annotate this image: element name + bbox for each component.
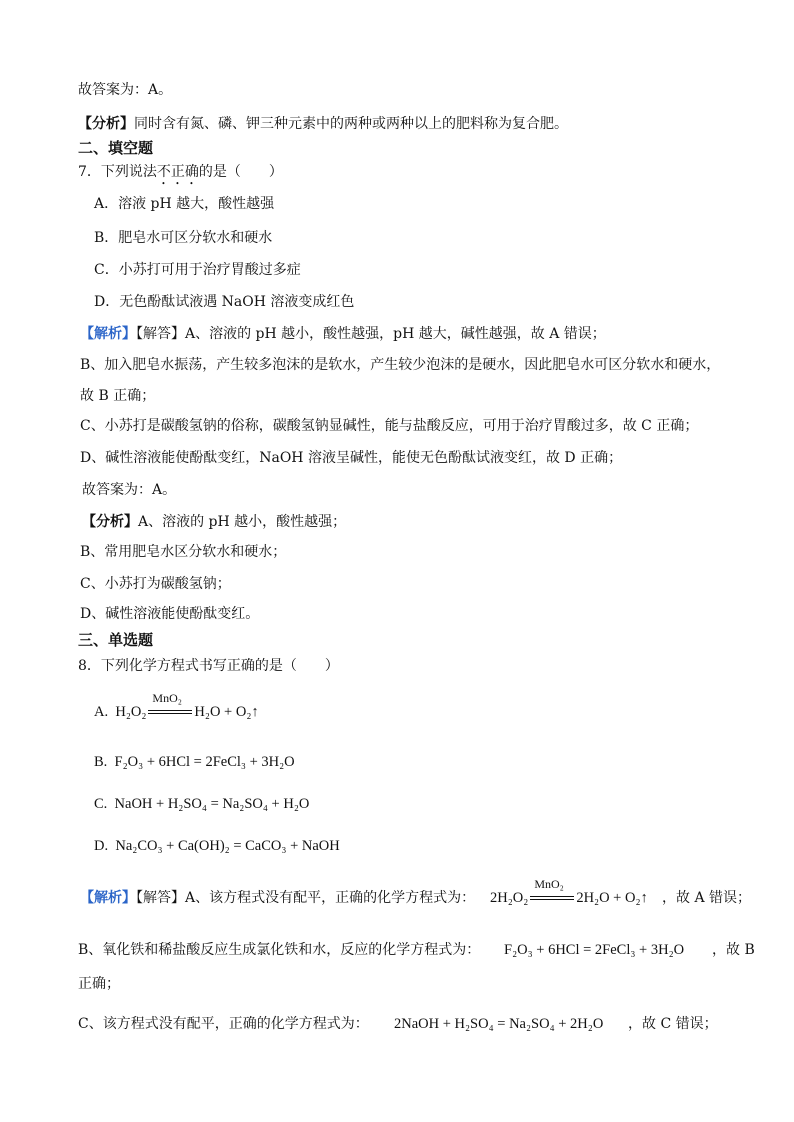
q7-analysis-1-text: A、溶液的 pH 越小，酸性越强； bbox=[138, 514, 347, 530]
q7-option-d: D．无色酚酞试液遇 NaOH 溶液变成红色 bbox=[94, 294, 355, 310]
q8b-label: B. bbox=[94, 754, 108, 770]
q8-option-d bbox=[94, 836, 340, 856]
question-8: 8．下列化学方程式书写正确的是（ ） bbox=[78, 658, 339, 674]
jiexi-tag-2: 【解析】 bbox=[80, 890, 136, 906]
q7-analysis-1 bbox=[82, 512, 346, 532]
q7-solution-1-text: 【解答】A、溶液的 pH 越小，酸性越强，pH 越大，碱性越强，故 A 错误； bbox=[136, 326, 606, 342]
q8-option-b bbox=[94, 752, 295, 772]
catalyst-arrow-2 bbox=[528, 877, 576, 908]
q8a-label: A. bbox=[94, 704, 109, 720]
q7-text-post: 的是（ ） bbox=[198, 164, 283, 180]
q8-sol-reactant: 2H₂O₂ bbox=[490, 890, 529, 906]
q8c-label: C. bbox=[94, 796, 108, 812]
q7-text-pre: 7．下列说法 bbox=[78, 164, 157, 180]
q7-analysis-2: B、常用肥皂水区分软水和硬水； bbox=[80, 544, 287, 560]
q7-analysis-tag: 【分析】 bbox=[82, 514, 138, 530]
q7-analysis-3: C、小苏打为碳酸氢钠； bbox=[80, 576, 231, 592]
q7-analysis-4: D、碱性溶液能使酚酞变红。 bbox=[80, 606, 260, 622]
section-heading-2: 二、填空题 bbox=[78, 139, 154, 157]
q8d-label: D. bbox=[94, 838, 109, 854]
q7-option-a: A．溶液 pH 越大，酸性越强 bbox=[94, 196, 275, 212]
q8a-reactant: H₂O₂ bbox=[115, 704, 147, 720]
question-7 bbox=[78, 162, 283, 188]
section-heading-3: 三、单选题 bbox=[78, 631, 154, 649]
analysis-line bbox=[78, 114, 568, 134]
q7-emphasis: 不正确 bbox=[156, 164, 199, 180]
analysis-text: 同时含有氮、磷、钾三种元素中的两种或两种以上的肥料称为复合肥。 bbox=[134, 116, 568, 132]
q8-solution-2-formula: F₂O₃ + 6HCl = 2FeCl₃ + 3H₂O bbox=[504, 942, 685, 958]
jiexi-tag: 【解析】 bbox=[80, 326, 136, 342]
q8b-equation: F₂O₃ + 6HCl = 2FeCl₃ + 3H₂O bbox=[114, 754, 295, 770]
analysis-tag: 【分析】 bbox=[78, 116, 134, 132]
catalyst-label-2: MnO₂ bbox=[534, 877, 564, 891]
q8-solution-1-formula bbox=[490, 877, 648, 908]
q7-solution-5: D、碱性溶液能使酚酞变红，NaOH 溶液呈碱性，能使无色酚酞试液变红，故 D 正确； bbox=[80, 450, 623, 466]
q8-solution-1-end: ，故 A 错误； bbox=[662, 890, 752, 906]
q8c-equation: NaOH + H₂SO₄ = Na₂SO₄ + H₂O bbox=[114, 796, 310, 812]
q8-solution-3: 正确； bbox=[78, 976, 120, 992]
q7-solution-6: 故答案为：A。 bbox=[82, 482, 177, 498]
answer-line: 故答案为：A。 bbox=[78, 82, 173, 98]
q8-solution-4: C、该方程式没有配平，正确的化学方程式为： bbox=[78, 1016, 369, 1032]
q8a-products: H₂O + O₂↑ bbox=[194, 704, 259, 720]
q7-solution-3: 故 B 正确； bbox=[80, 388, 156, 404]
q7-solution-1 bbox=[80, 324, 606, 344]
q8d-equation: Na₂CO₃ + Ca(OH)₂ = CaCO₃ + NaOH bbox=[115, 838, 340, 854]
q8-solution-1-text: 【解答】A、该方程式没有配平，正确的化学方程式为： bbox=[136, 890, 476, 906]
q8-option-a bbox=[94, 691, 259, 722]
q8-solution-2: B、氧化铁和稀盐酸反应生成氯化铁和水，反应的化学方程式为： bbox=[78, 942, 481, 958]
q8-sol-products: 2H₂O + O₂↑ bbox=[576, 890, 648, 906]
q8-solution-4-formula: 2NaOH + H₂SO₄ = Na₂SO₄ + 2H₂O bbox=[394, 1016, 604, 1032]
q8-solution-4-end: ，故 C 错误； bbox=[628, 1016, 718, 1032]
q7-option-b: B．肥皂水可区分软水和硬水 bbox=[94, 230, 273, 246]
q7-option-c: C．小苏打可用于治疗胃酸过多症 bbox=[94, 262, 301, 278]
catalyst-label: MnO₂ bbox=[152, 691, 182, 705]
q8-solution-2-end: ，故 B bbox=[712, 942, 755, 958]
q8-option-c bbox=[94, 794, 309, 814]
q8-solution-1 bbox=[80, 888, 475, 908]
catalyst-arrow bbox=[146, 691, 194, 722]
q7-solution-2: B、加入肥皂水振荡，产生较多泡沫的是软水，产生较少泡沫的是硬水，因此肥皂水可区分软水和硬水， bbox=[80, 357, 721, 373]
q7-solution-4: C、小苏打是碳酸氢钠的俗称，碳酸氢钠显碱性，能与盐酸反应，可用于治疗胃酸过多，故 C 正确； bbox=[80, 418, 699, 434]
